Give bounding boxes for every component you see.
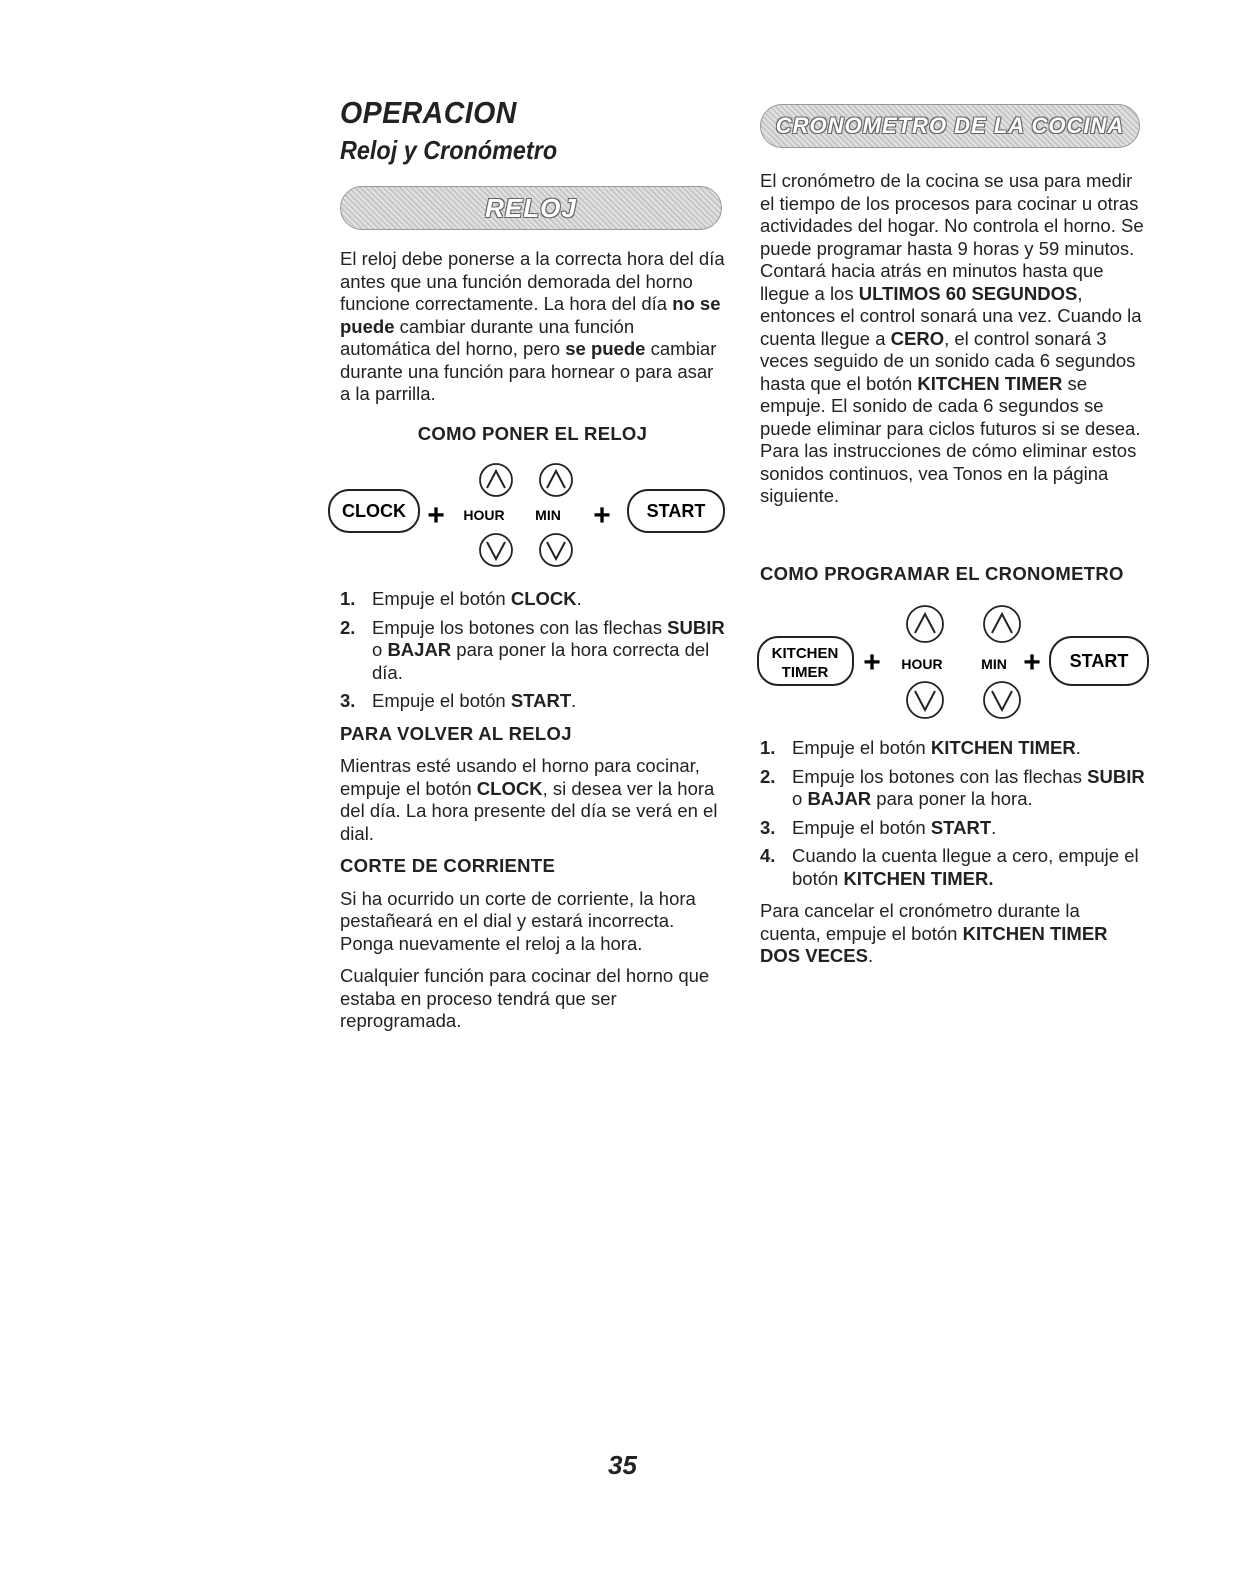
clock-keypad-diagram [326, 462, 730, 572]
timer-min-down-arrow-icon [984, 682, 1020, 718]
power-outage-heading: CORTE DE CORRIENTE [340, 855, 556, 876]
timer-step-4: 4. Cuando la cuenta llegue a cero, empuje el botón KITCHEN TIMER. [760, 845, 1139, 889]
set-clock-heading: COMO PONER EL RELOJ [417, 423, 648, 444]
return-clock-heading: PARA VOLVER AL RELOJ [340, 722, 572, 744]
left-body [340, 588, 725, 1043]
power-outage-paragraph: Si ha ocurrido un corte de corriente, la hora pestañeará en el dial y estará incorrecta. Ponga nuevamente el reloj a la hora. [340, 887, 696, 954]
plus-icon: + [427, 499, 445, 532]
timer-step-2: 2. Empuje los botones con las flechas SUBIR o BAJAR para poner la hora. [760, 765, 1145, 809]
kitchen-timer-key-label-1: KITCHEN [771, 645, 839, 662]
reloj-banner [340, 186, 722, 230]
page-subtitle: Reloj y Cronómetro [340, 135, 558, 165]
kitchen-timer-banner-label: CRONOMETRO DE LA COCINA [775, 113, 1125, 138]
min-down-arrow-icon [540, 534, 572, 566]
left-intro [340, 248, 725, 416]
clock-step-2: 2. Empuje los botones con las flechas SUBIR o BAJAR para poner la hora correcta del día. [340, 616, 725, 683]
clock-intro-paragraph: El reloj debe ponerse a la correcta hora del día antes que una función demorada del horno funcione correctamente. La hora del día no se puede cambiar durante una función automática del horno, pero se puede cambiar durante una función para hornear o para asar a la parrilla. [340, 248, 725, 404]
power-outage-paragraph-2: Cualquier función para cocinar del horno que estaba en proceso tendrá que ser reprogramada. [340, 965, 710, 1031]
kitchen-timer-banner [760, 104, 1140, 148]
hour-down-arrow-icon [480, 534, 512, 566]
timer-keypad-diagram [750, 600, 1154, 720]
timer-hour-label: HOUR [901, 656, 943, 672]
cancel-timer-paragraph: Para cancelar el cronómetro durante la cuenta, empuje el botón KITCHEN TIMER DOS VECES. [760, 900, 1108, 966]
reloj-banner-label: RELOJ [485, 192, 577, 223]
timer-step-1: 1. Empuje el botón KITCHEN TIMER. [760, 737, 1081, 758]
plus-icon-3: + [863, 646, 881, 679]
timer-min-up-arrow-icon [984, 606, 1020, 642]
timer-min-label: MIN [981, 656, 1007, 672]
min-up-arrow-icon [540, 464, 572, 496]
start-key-label: START [646, 501, 706, 521]
plus-icon-4: + [1023, 646, 1041, 679]
timer-steps [760, 737, 1145, 890]
timer-start-key-label: START [1069, 651, 1129, 671]
right-intro [760, 170, 1145, 518]
hour-up-arrow-icon [480, 464, 512, 496]
right-body [760, 737, 1145, 978]
clock-key-label: CLOCK [342, 501, 406, 521]
timer-step-3: 3. Empuje el botón START. [760, 816, 997, 838]
min-label: MIN [535, 507, 561, 523]
kitchen-timer-key-label-2: TIMER [781, 664, 829, 681]
timer-hour-down-arrow-icon [907, 682, 943, 718]
plus-icon-2: + [593, 499, 611, 532]
clock-step-1: 1. Empuje el botón CLOCK. [340, 588, 582, 609]
hour-label: HOUR [463, 507, 505, 523]
program-timer-heading: COMO PROGRAMAR EL CRONOMETRO [760, 563, 1124, 584]
timer-hour-up-arrow-icon [907, 606, 943, 642]
page-number: 35 [608, 1450, 637, 1480]
return-clock-paragraph: Mientras esté usando el horno para cocinar, empuje el botón CLOCK, si desea ver la hora del día. La hora presente del día se verá en el dial. [340, 755, 718, 844]
clock-steps [340, 588, 725, 713]
clock-step-3: 3. Empuje el botón START. [340, 690, 577, 711]
timer-intro-paragraph: El cronómetro de la cocina se usa para medir el tiempo de los procesos para cocinar u otras actividades del hogar. No controla el horno. Se puede programar hasta 9 horas y 59 minutos. Contará hacia atrás en minutos hasta que llegue a los ULTIMOS 60 SEGUNDOS, entonces el control sonará una vez. Cuando la cuenta llegue a CERO, el control sonará 3 veces seguido de un sonido cada 6 segundos hasta que el botón KITCHEN TIMER se empuje. El sonido de cada 6 segundos se puede eliminar para ciclos futuros si se desea. Para las instrucciones de cómo eliminar estos sonidos continuos, vea Tonos en la página siguiente. [760, 170, 1144, 506]
page-title: OPERACION [340, 95, 517, 130]
